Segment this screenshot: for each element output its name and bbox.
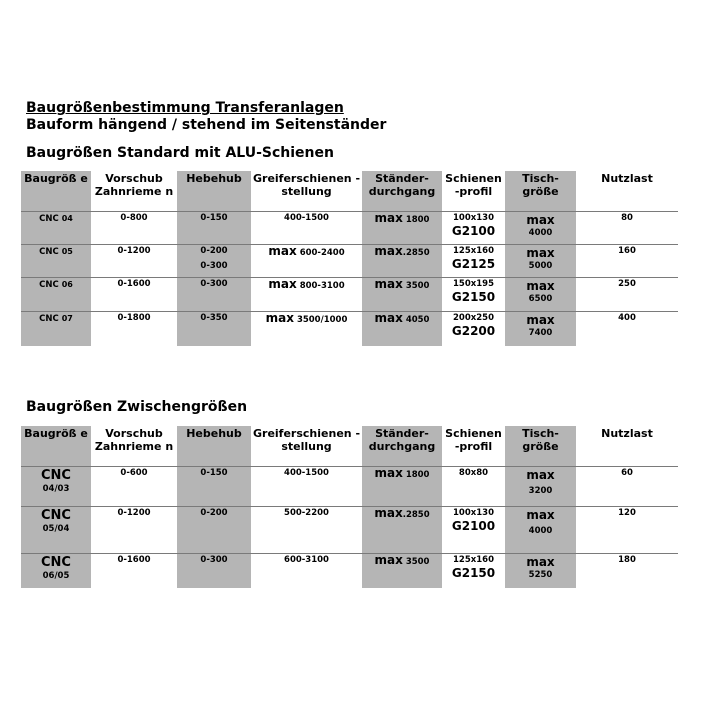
- table-row: [21, 553, 678, 588]
- column-header: Hebehub: [177, 171, 251, 211]
- column-header: Ständer- durchgang: [362, 426, 442, 466]
- rail-profile-cell: 125x160 G2150: [442, 553, 505, 588]
- payload-cell: 60: [576, 466, 678, 506]
- column-header: Schienen -profil: [442, 426, 505, 466]
- rail-profile-cell: 80x80: [442, 466, 505, 506]
- stand-passage-cell: max 1800: [362, 466, 442, 506]
- payload-cell: 160: [576, 244, 678, 277]
- column-header: Nutzlast: [576, 426, 678, 466]
- size-cell: CNC 06/05: [21, 553, 91, 588]
- table-header-row: [21, 171, 678, 211]
- document-title: Baugrößenbestimmung Transferanlagen: [26, 100, 344, 116]
- size-cell: CNC 06: [21, 277, 91, 311]
- column-header: Tisch- größe: [505, 426, 576, 466]
- stand-passage-cell: max 4050: [362, 311, 442, 346]
- lift-cell: 0-200 0-300: [177, 244, 251, 277]
- table-row: [21, 244, 678, 277]
- rail-profile-cell: 200x250 G2200: [442, 311, 505, 346]
- column-header: Greiferschienen -stellung: [251, 426, 362, 466]
- standard-sizes-table: [21, 171, 678, 346]
- gripper-cell: 500-2200: [251, 506, 362, 553]
- table-size-cell: max 5000: [505, 244, 576, 277]
- feed-cell: 0-1200: [91, 506, 177, 553]
- table-size-cell: max 4000: [505, 211, 576, 244]
- payload-cell: 80: [576, 211, 678, 244]
- column-header: Vorschub Zahnrieme n: [91, 171, 177, 211]
- table-size-cell: max 3200: [505, 466, 576, 506]
- stand-passage-cell: max 1800: [362, 211, 442, 244]
- size-cell: CNC 04/03: [21, 466, 91, 506]
- feed-cell: 0-1200: [91, 244, 177, 277]
- lift-cell: 0-350: [177, 311, 251, 346]
- column-header: Vorschub Zahnrieme n: [91, 426, 177, 466]
- stand-passage-cell: max 3500: [362, 553, 442, 588]
- payload-cell: 120: [576, 506, 678, 553]
- document-subtitle: Bauform hängend / stehend im Seitenständer: [26, 117, 387, 133]
- table-row: [21, 211, 678, 244]
- lift-cell: 0-300: [177, 277, 251, 311]
- gripper-cell: max 800-3100: [251, 277, 362, 311]
- payload-cell: 250: [576, 277, 678, 311]
- lift-cell: 0-150: [177, 211, 251, 244]
- table2-heading: Baugrößen Zwischengrößen: [26, 399, 248, 415]
- feed-cell: 0-600: [91, 466, 177, 506]
- table1-heading: Baugrößen Standard mit ALU-Schienen: [26, 145, 334, 161]
- gripper-cell: max 600-2400: [251, 244, 362, 277]
- stand-passage-cell: max.2850: [362, 244, 442, 277]
- lift-cell: 0-300: [177, 553, 251, 588]
- column-header: Hebehub: [177, 426, 251, 466]
- intermediate-sizes-table: [21, 426, 678, 588]
- column-header: Ständer- durchgang: [362, 171, 442, 211]
- payload-cell: 400: [576, 311, 678, 346]
- gripper-cell: 400-1500: [251, 211, 362, 244]
- column-header: Baugröß e: [21, 171, 91, 211]
- gripper-cell: 600-3100: [251, 553, 362, 588]
- payload-cell: 180: [576, 553, 678, 588]
- size-cell: CNC 05/04: [21, 506, 91, 553]
- feed-cell: 0-1600: [91, 277, 177, 311]
- column-header: Schienen -profil: [442, 171, 505, 211]
- column-header: Greiferschienen -stellung: [251, 171, 362, 211]
- rail-profile-cell: 150x195 G2150: [442, 277, 505, 311]
- table-row: [21, 466, 678, 506]
- table-size-cell: max 6500: [505, 277, 576, 311]
- stand-passage-cell: max.2850: [362, 506, 442, 553]
- table-size-cell: max 4000: [505, 506, 576, 553]
- size-cell: CNC 04: [21, 211, 91, 244]
- lift-cell: 0-200: [177, 506, 251, 553]
- table-size-cell: max 5250: [505, 553, 576, 588]
- rail-profile-cell: 125x160 G2125: [442, 244, 505, 277]
- size-cell: CNC 05: [21, 244, 91, 277]
- stand-passage-cell: max 3500: [362, 277, 442, 311]
- table-header-row: [21, 426, 678, 466]
- gripper-cell: 400-1500: [251, 466, 362, 506]
- lift-cell: 0-150: [177, 466, 251, 506]
- rail-profile-cell: 100x130 G2100: [442, 506, 505, 553]
- size-cell: CNC 07: [21, 311, 91, 346]
- table-size-cell: max 7400: [505, 311, 576, 346]
- column-header: Baugröß e: [21, 426, 91, 466]
- gripper-cell: max 3500/1000: [251, 311, 362, 346]
- table-row: [21, 311, 678, 346]
- feed-cell: 0-800: [91, 211, 177, 244]
- table-row: [21, 277, 678, 311]
- feed-cell: 0-1800: [91, 311, 177, 346]
- feed-cell: 0-1600: [91, 553, 177, 588]
- table-row: [21, 506, 678, 553]
- rail-profile-cell: 100x130 G2100: [442, 211, 505, 244]
- column-header: Nutzlast: [576, 171, 678, 211]
- column-header: Tisch- größe: [505, 171, 576, 211]
